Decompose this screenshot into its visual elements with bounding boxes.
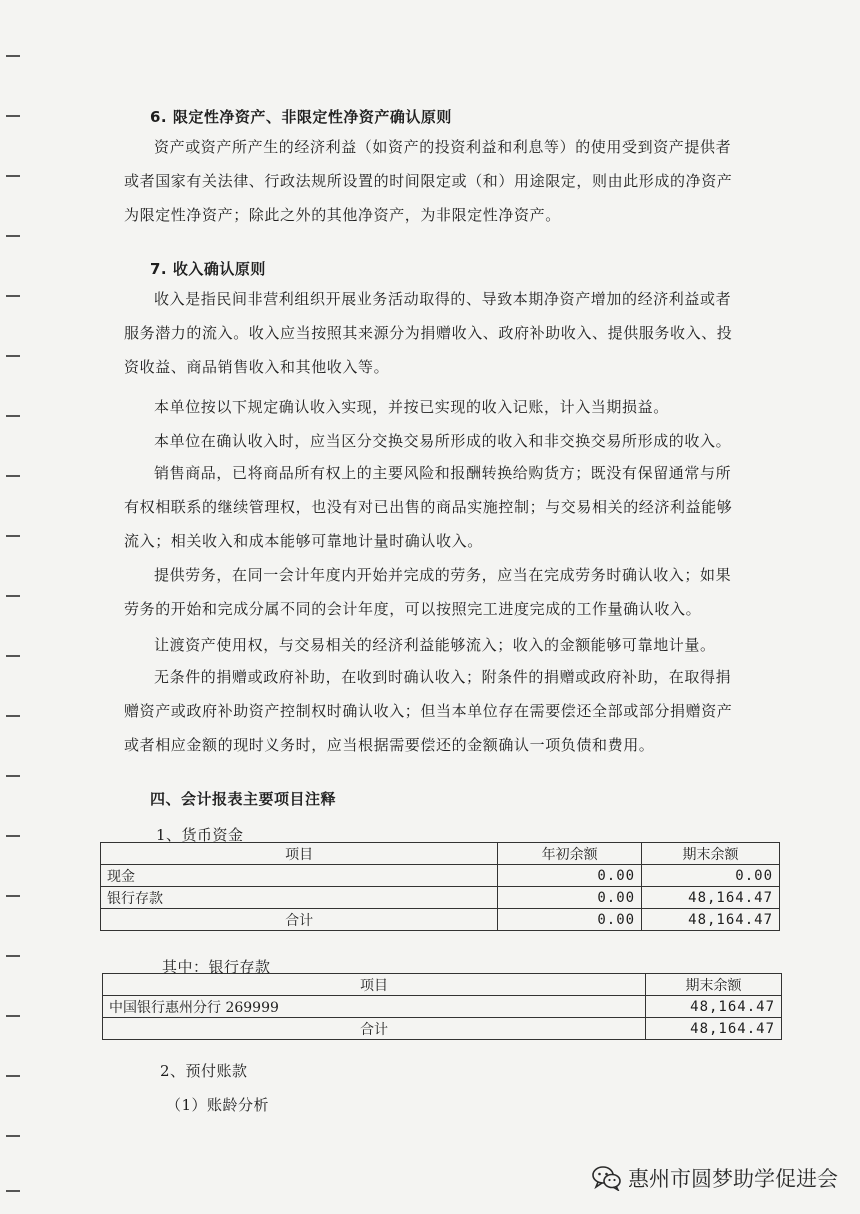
col-closing-balance: 期末余额 — [646, 974, 782, 996]
closing-value: 48,164.47 — [642, 887, 780, 909]
row-label: 现金 — [101, 865, 498, 887]
col-closing-balance: 期末余额 — [642, 843, 780, 865]
paragraph-net-assets: 资产或资产所产生的经济利益（如资产的投资利益和利息等）的使用受到资产提供者或者国家有关法律、行政法规所设置的时间限定或（和）用途限定，则由此形成的净资产为限定性净资产；除此之外的其他净资产，为非限定性净资产。 — [124, 138, 733, 224]
row-label: 银行存款 — [101, 887, 498, 909]
paragraph-revenue-realization: 本单位按以下规定确认收入实现，并按已实现的收入记账，计入当期损益。 — [154, 398, 669, 416]
bank-deposit-table — [102, 973, 782, 1040]
table-header-row — [103, 974, 782, 996]
table-row — [101, 865, 780, 887]
paragraph-exchange-distinction: 本单位在确认收入时，应当区分交换交易所形成的收入和非交换交易所形成的收入。 — [154, 432, 732, 450]
opening-value: 0.00 — [498, 865, 642, 887]
row-label: 中国银行惠州分行 269999 — [103, 996, 646, 1018]
table-header-row — [101, 843, 780, 865]
wechat-icon — [592, 1165, 622, 1191]
cash-title: 1、货币资金 — [156, 826, 244, 844]
table-row — [103, 996, 782, 1018]
heading-notes: 四、会计报表主要项目注释 — [150, 790, 337, 808]
total-opening: 0.00 — [498, 909, 642, 931]
closing-value: 0.00 — [642, 865, 780, 887]
heading-revenue-recognition: 7. 收入确认原则 — [150, 260, 266, 278]
paragraph-asset-use-rights: 让渡资产使用权，与交易相关的经济利益能够流入；收入的金额能够可靠地计量。 — [154, 636, 716, 654]
aging-analysis-title: （1）账龄分析 — [166, 1096, 270, 1114]
wechat-watermark — [592, 1160, 838, 1196]
total-label: 合计 — [101, 909, 498, 931]
bank-title: 其中：银行存款 — [162, 958, 271, 976]
total-closing: 48,164.47 — [642, 909, 780, 931]
opening-value: 0.00 — [498, 887, 642, 909]
paragraph-donations-grants: 无条件的捐赠或政府补助，在收到时确认收入；附条件的捐赠或政府补助，在取得捐赠资产或政府补助资产控制权时确认收入；但当本单位存在需要偿还全部或部分捐赠资产或者相应金额的现时义务时，应当根据需要偿还的金额确认一项负债和费用。 — [124, 668, 733, 754]
total-closing: 48,164.47 — [646, 1018, 782, 1040]
paragraph-revenue-definition: 收入是指民间非营利组织开展业务活动取得的、导致本期净资产增加的经济利益或者服务潜力的流入。收入应当按照其来源分为捐赠收入、政府补助收入、提供服务收入、投资收益、商品销售收入和其他收入等。 — [124, 290, 733, 376]
table-total-row — [103, 1018, 782, 1040]
paragraph-sale-of-goods: 销售商品，已将商品所有权上的主要风险和报酬转换给购货方；既没有保留通常与所有权相联系的继续管理权，也没有对已出售的商品实施控制；与交易相关的经济利益能够流入；相关收入和成本能够可靠地计量时确认收入。 — [124, 464, 733, 550]
paragraph-services: 提供劳务，在同一会计年度内开始并完成的劳务，应当在完成劳务时确认收入；如果劳务的开始和完成分属不同的会计年度，可以按照完工进度完成的工作量确认收入。 — [124, 566, 732, 618]
prepaid-title: 2、预付账款 — [160, 1062, 248, 1080]
cash-table — [100, 842, 780, 931]
col-item: 项目 — [103, 974, 646, 996]
col-item: 项目 — [101, 843, 498, 865]
heading-net-assets: 6. 限定性净资产、非限定性净资产确认原则 — [150, 108, 452, 126]
table-row — [101, 887, 780, 909]
total-label: 合计 — [103, 1018, 646, 1040]
table-total-row — [101, 909, 780, 931]
binding-marks — [6, 0, 22, 1214]
closing-value: 48,164.47 — [646, 996, 782, 1018]
watermark-text: 惠州市圆梦助学促进会 — [628, 1167, 838, 1191]
col-opening-balance: 年初余额 — [498, 843, 642, 865]
